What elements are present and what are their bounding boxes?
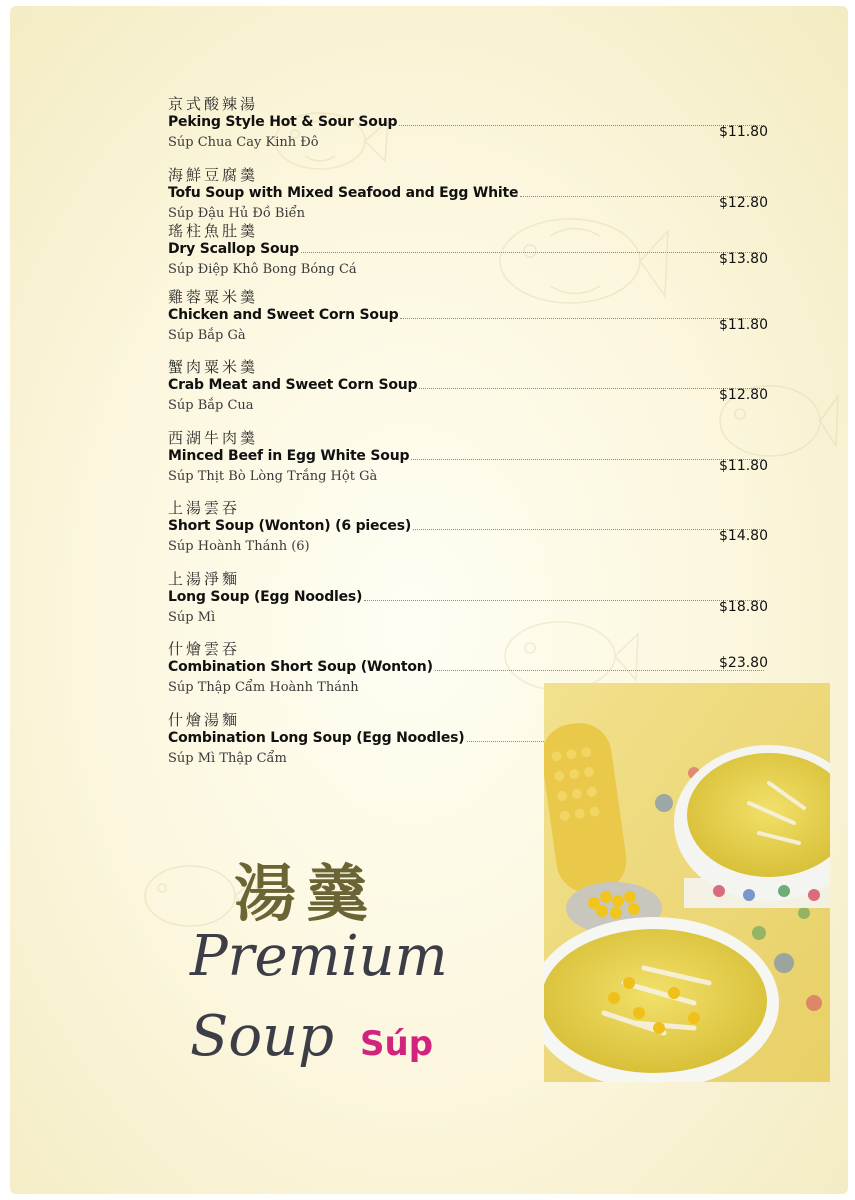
leader-dots — [364, 599, 764, 601]
item-english-name: Chicken and Sweet Corn Soup — [168, 306, 399, 323]
corn-soup-photo — [544, 683, 830, 1082]
item-price: $12.80 — [719, 387, 768, 403]
leader-dots — [411, 458, 764, 460]
section-title-script-line1: Premium — [190, 924, 448, 989]
item-chinese-name: 雞蓉粟米羹 — [168, 287, 259, 306]
leader-dots — [399, 124, 764, 126]
menu-item — [168, 357, 768, 428]
item-english-name: Minced Beef in Egg White Soup — [168, 447, 410, 464]
item-chinese-name: 什燴雲吞 — [168, 640, 241, 658]
item-vietnamese-name: Súp Chua Cay Kinh Đô — [168, 135, 319, 150]
section-title-chinese: 湯羹 — [234, 857, 379, 930]
section-title-script-line2: Soup — [190, 1004, 334, 1069]
leader-dots — [435, 669, 764, 671]
item-english-name: Peking Style Hot & Sour Soup — [168, 114, 398, 130]
item-vietnamese-name: Súp Thập Cẩm Hoành Thánh — [168, 680, 359, 695]
menu-item — [168, 428, 768, 499]
menu-item — [168, 569, 768, 640]
item-chinese-name: 瑤柱魚肚羹 — [168, 221, 259, 240]
item-vietnamese-name: Súp Mì — [168, 609, 216, 625]
leader-dots — [413, 528, 764, 530]
item-vietnamese-name: Súp Bắp Cua — [168, 398, 254, 413]
item-chinese-name: 蟹肉粟米羹 — [168, 358, 259, 376]
section-title-vietnamese: Súp — [360, 1024, 434, 1064]
item-english-name: Crab Meat and Sweet Corn Soup — [168, 377, 418, 393]
item-price: $12.80 — [719, 194, 768, 211]
leader-dots — [419, 387, 764, 389]
item-english-name: Combination Long Soup (Egg Noodles) — [168, 729, 465, 746]
item-vietnamese-name: Súp Mì Thập Cẩm — [168, 750, 287, 766]
item-price: $13.80 — [719, 250, 768, 267]
item-price: $23.80 — [719, 655, 768, 671]
item-chinese-name: 上湯雲吞 — [168, 499, 241, 517]
menu-item — [168, 287, 768, 358]
item-price: $14.80 — [719, 528, 768, 544]
item-price: $11.80 — [719, 124, 768, 140]
item-chinese-name: 什燴湯麵 — [168, 710, 241, 729]
item-english-name: Long Soup (Egg Noodles) — [168, 588, 363, 605]
item-chinese-name: 京式酸辣湯 — [168, 95, 259, 113]
item-price: $11.80 — [719, 457, 768, 474]
item-price: $11.80 — [719, 316, 768, 333]
item-vietnamese-name: Súp Điệp Khô Bong Bóng Cá — [168, 261, 357, 277]
item-vietnamese-name: Súp Hoành Thánh (6) — [168, 539, 310, 554]
menu-item — [168, 498, 768, 569]
item-vietnamese-name: Súp Thịt Bò Lòng Trắng Hột Gà — [168, 468, 378, 484]
soup-menu-list — [168, 94, 768, 780]
item-english-name: Combination Short Soup (Wonton) — [168, 659, 433, 675]
menu-item — [168, 94, 768, 165]
item-english-name: Tofu Soup with Mixed Seafood and Egg White — [168, 184, 519, 201]
item-vietnamese-name: Súp Bắp Gà — [168, 327, 246, 343]
leader-dots — [400, 317, 764, 319]
item-chinese-name: 上湯淨麵 — [168, 569, 241, 588]
item-chinese-name: 海鮮豆腐羹 — [168, 165, 259, 184]
item-english-name: Dry Scallop Soup — [168, 240, 299, 257]
item-chinese-name: 西湖牛肉羹 — [168, 428, 259, 447]
item-english-name: Short Soup (Wonton) (6 pieces) — [168, 518, 412, 534]
menu-page — [10, 6, 848, 1194]
leader-dots — [301, 251, 764, 253]
item-price: $18.80 — [719, 598, 768, 615]
menu-item — [168, 165, 768, 221]
menu-item — [168, 221, 768, 287]
item-vietnamese-name: Súp Đậu Hủ Đồ Biển — [168, 205, 305, 221]
